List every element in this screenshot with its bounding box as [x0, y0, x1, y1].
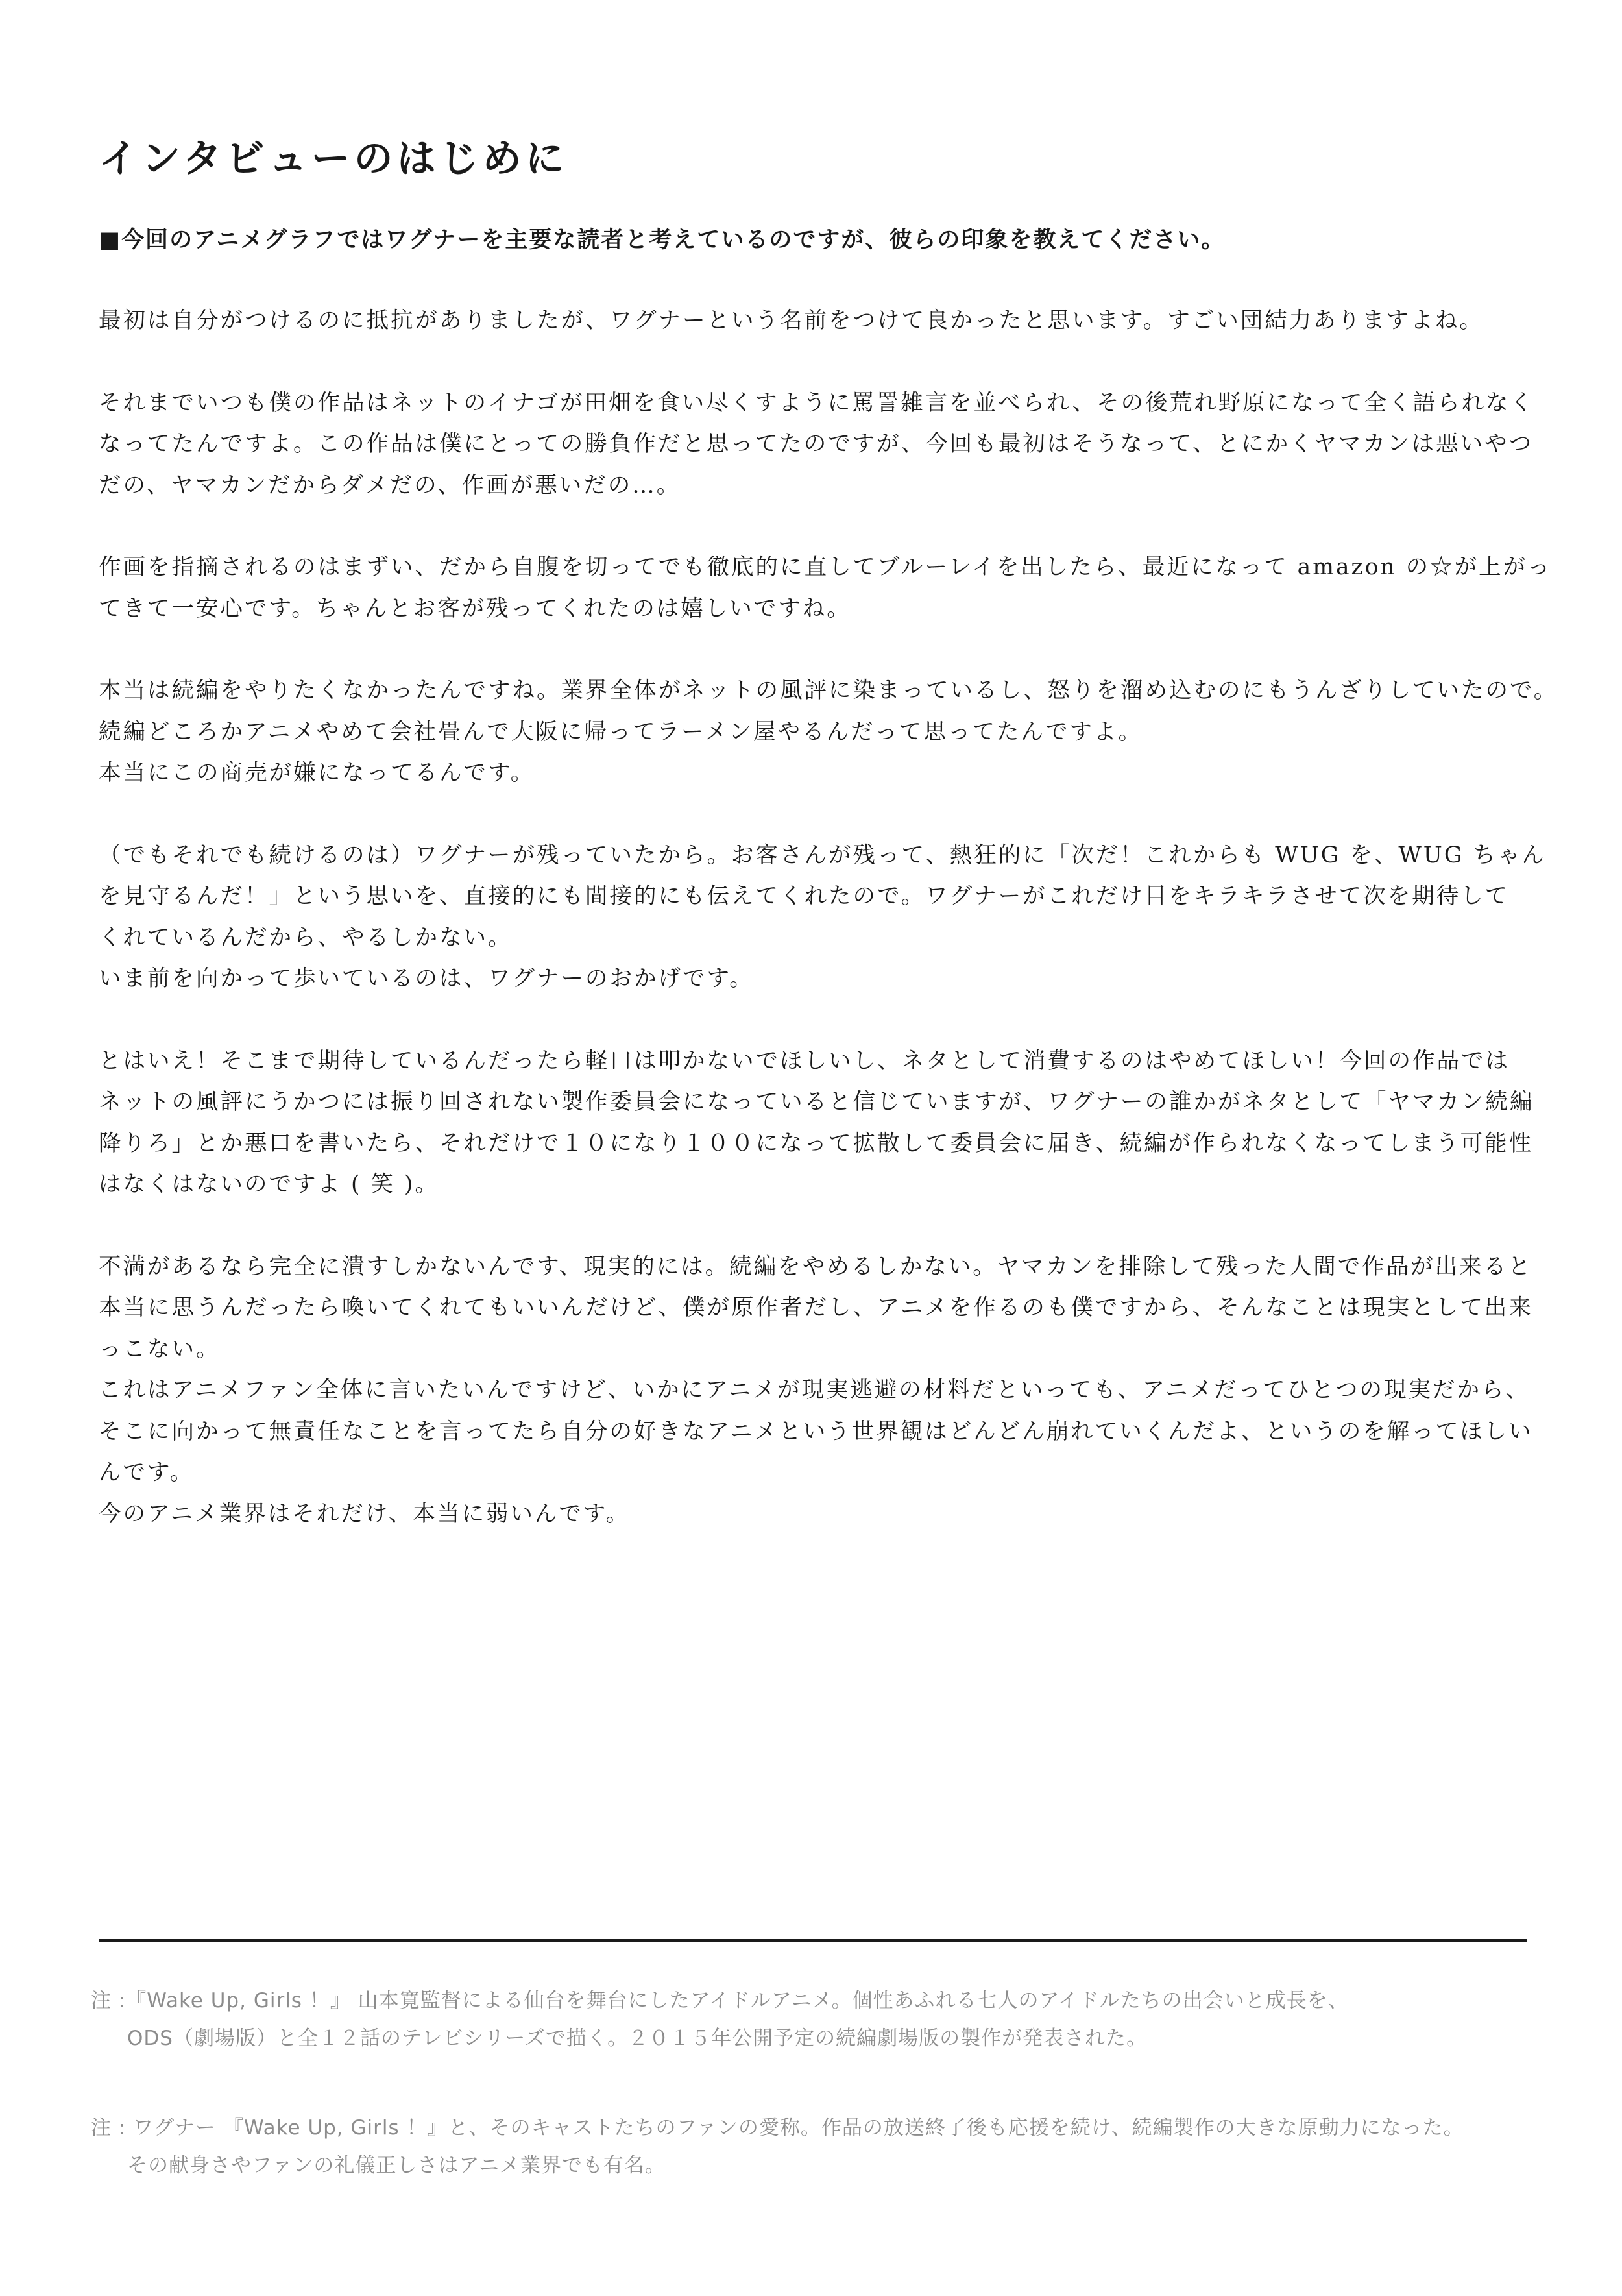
text-line: っこない。	[99, 1336, 221, 1362]
text-line: ネットの風評にうかつには振り回されない製作委員会になっていると信じていますが、ワグナーの誰かがネタとして「ヤマカン続編	[99, 1089, 1534, 1115]
text-line: くれているんだから、やるしかない。	[99, 924, 513, 951]
text-line: 作画を指摘されるのはまずい、だから自腹を切ってでも徹底的に直してブルーレイを出したら、最近になって amazon の☆が上がっ	[99, 554, 1552, 580]
text-line: そこに向かって無責任なことを言ってたら自分の好きなアニメという世界観はどんどん崩れていくんだよ、というのを解ってほしい	[99, 1418, 1533, 1445]
footnote-wake-up-girls	[91, 1982, 1349, 2057]
footnote-line: その献身さやファンの礼儀正しさはアニメ業界でも有名。	[127, 2154, 666, 2177]
page-title: インタビューのはじめに	[99, 136, 568, 182]
text-line: なってたんですよ。この作品は僕にとっての勝負作だと思ってたのですが、今回も最初はそうなって、とにかくヤマカンは悪いやつ	[99, 431, 1534, 457]
text-line: 本当に思うんだったら喚いてくれてもいいんだけど、僕が原作者だし、アニメを作るのも僕ですから、そんなことは現実として出来	[99, 1295, 1533, 1321]
text-line: とはいえ！そこまで期待しているんだったら軽口は叩かないでほしいし、ネタとして消費するのはやめてほしい！今回の作品では	[99, 1047, 1510, 1074]
paragraph-6	[99, 1041, 1552, 1206]
text-line: 降りろ」とか悪口を書いたら、それだけで１０になり１００になって拡散して委員会に届き、続編が作られなくなってしまう可能性	[99, 1130, 1534, 1156]
text-line: 最初は自分がつけるのに抵抗がありましたが、ワグナーという名前をつけて良かったと思います。すごい団結力ありますよね。	[99, 308, 1484, 334]
paragraph-7	[99, 1247, 1552, 1535]
footnote-divider	[99, 1939, 1527, 1942]
text-line: これはアニメファン全体に言いたいんですけど、いかにアニメが現実逃避の材料だといっても、アニメだってひとつの現実だから、	[99, 1377, 1530, 1403]
text-line: てきて一安心です。ちゃんとお客が残ってくれたのは嬉しいですね。	[99, 595, 851, 622]
paragraph-2	[99, 383, 1552, 507]
text-line: いま前を向かって歩いているのは、ワグナーのおかげです。	[99, 966, 754, 992]
interview-question: ■今回のアニメグラフではワグナーを主要な読者と考えているのですが、彼らの印象を教えてください。	[99, 227, 1226, 253]
footnote-line: 注 :『Wake Up, Girls ！』 山本寛監督による仙台を舞台にしたアイドルアニメ。個性あふれる七人のアイドルたちの出会いと成長を、	[91, 1989, 1349, 2012]
text-line: 本当にこの商売が嫌になってるんです。	[99, 760, 535, 786]
footnote-wagner	[91, 2109, 1464, 2184]
text-line: だの、ヤマカンだからダメだの、作画が悪いだの…。	[99, 472, 681, 498]
paragraph-4	[99, 670, 1558, 794]
text-line: 今のアニメ業界はそれだけ、本当に弱いんです。	[99, 1500, 631, 1527]
text-line: 不満があるなら完全に潰すしかないんです、現実的には。続編をやめるしかない。ヤマカンを排除して残った人間で作品が出来ると	[99, 1253, 1532, 1280]
text-line: （でもそれでも続けるのは）ワグナーが残っていたから。お客さんが残って、熱狂的に「次だ！これからも WUG を、WUG ちゃん	[99, 842, 1546, 868]
paragraph-3	[99, 547, 1552, 629]
text-line: はなくはないのですよ ( 笑 )。	[99, 1171, 439, 1197]
paragraph-5	[99, 835, 1552, 1000]
paragraph-1	[99, 300, 1552, 342]
footnote-line: ODS（劇場版）と全１２話のテレビシリーズで描く。２０１５年公開予定の続編劇場版の製作が発表された。	[127, 2027, 1148, 2050]
text-line: それまでいつも僕の作品はネットのイナゴが田畑を食い尽くすように罵詈雑言を並べられ、その後荒れ野原になって全く語られなく	[99, 389, 1535, 416]
text-line: 本当は続編をやりたくなかったんですね。業界全体がネットの風評に染まっているし、怒りを溜め込むのにもうんざりしていたので。	[99, 678, 1558, 703]
text-line: 続編どころかアニメやめて会社畳んで大阪に帰ってラーメン屋やるんだって思ってたんですよ。	[99, 718, 1143, 745]
text-line: を見守るんだ！」という思いを、直接的にも間接的にも伝えてくれたので。ワグナーがこれだけ目をキラキラさせて次を期待して	[99, 883, 1510, 909]
text-line: んです。	[99, 1459, 195, 1485]
footnote-line: 注 : ワグナー 『Wake Up, Girls ！』と、そのキャストたちのファンの愛称。作品の放送終了後も応援を続け、続編製作の大きな原動力になった。	[91, 2116, 1464, 2140]
interview-body	[99, 300, 1558, 1576]
